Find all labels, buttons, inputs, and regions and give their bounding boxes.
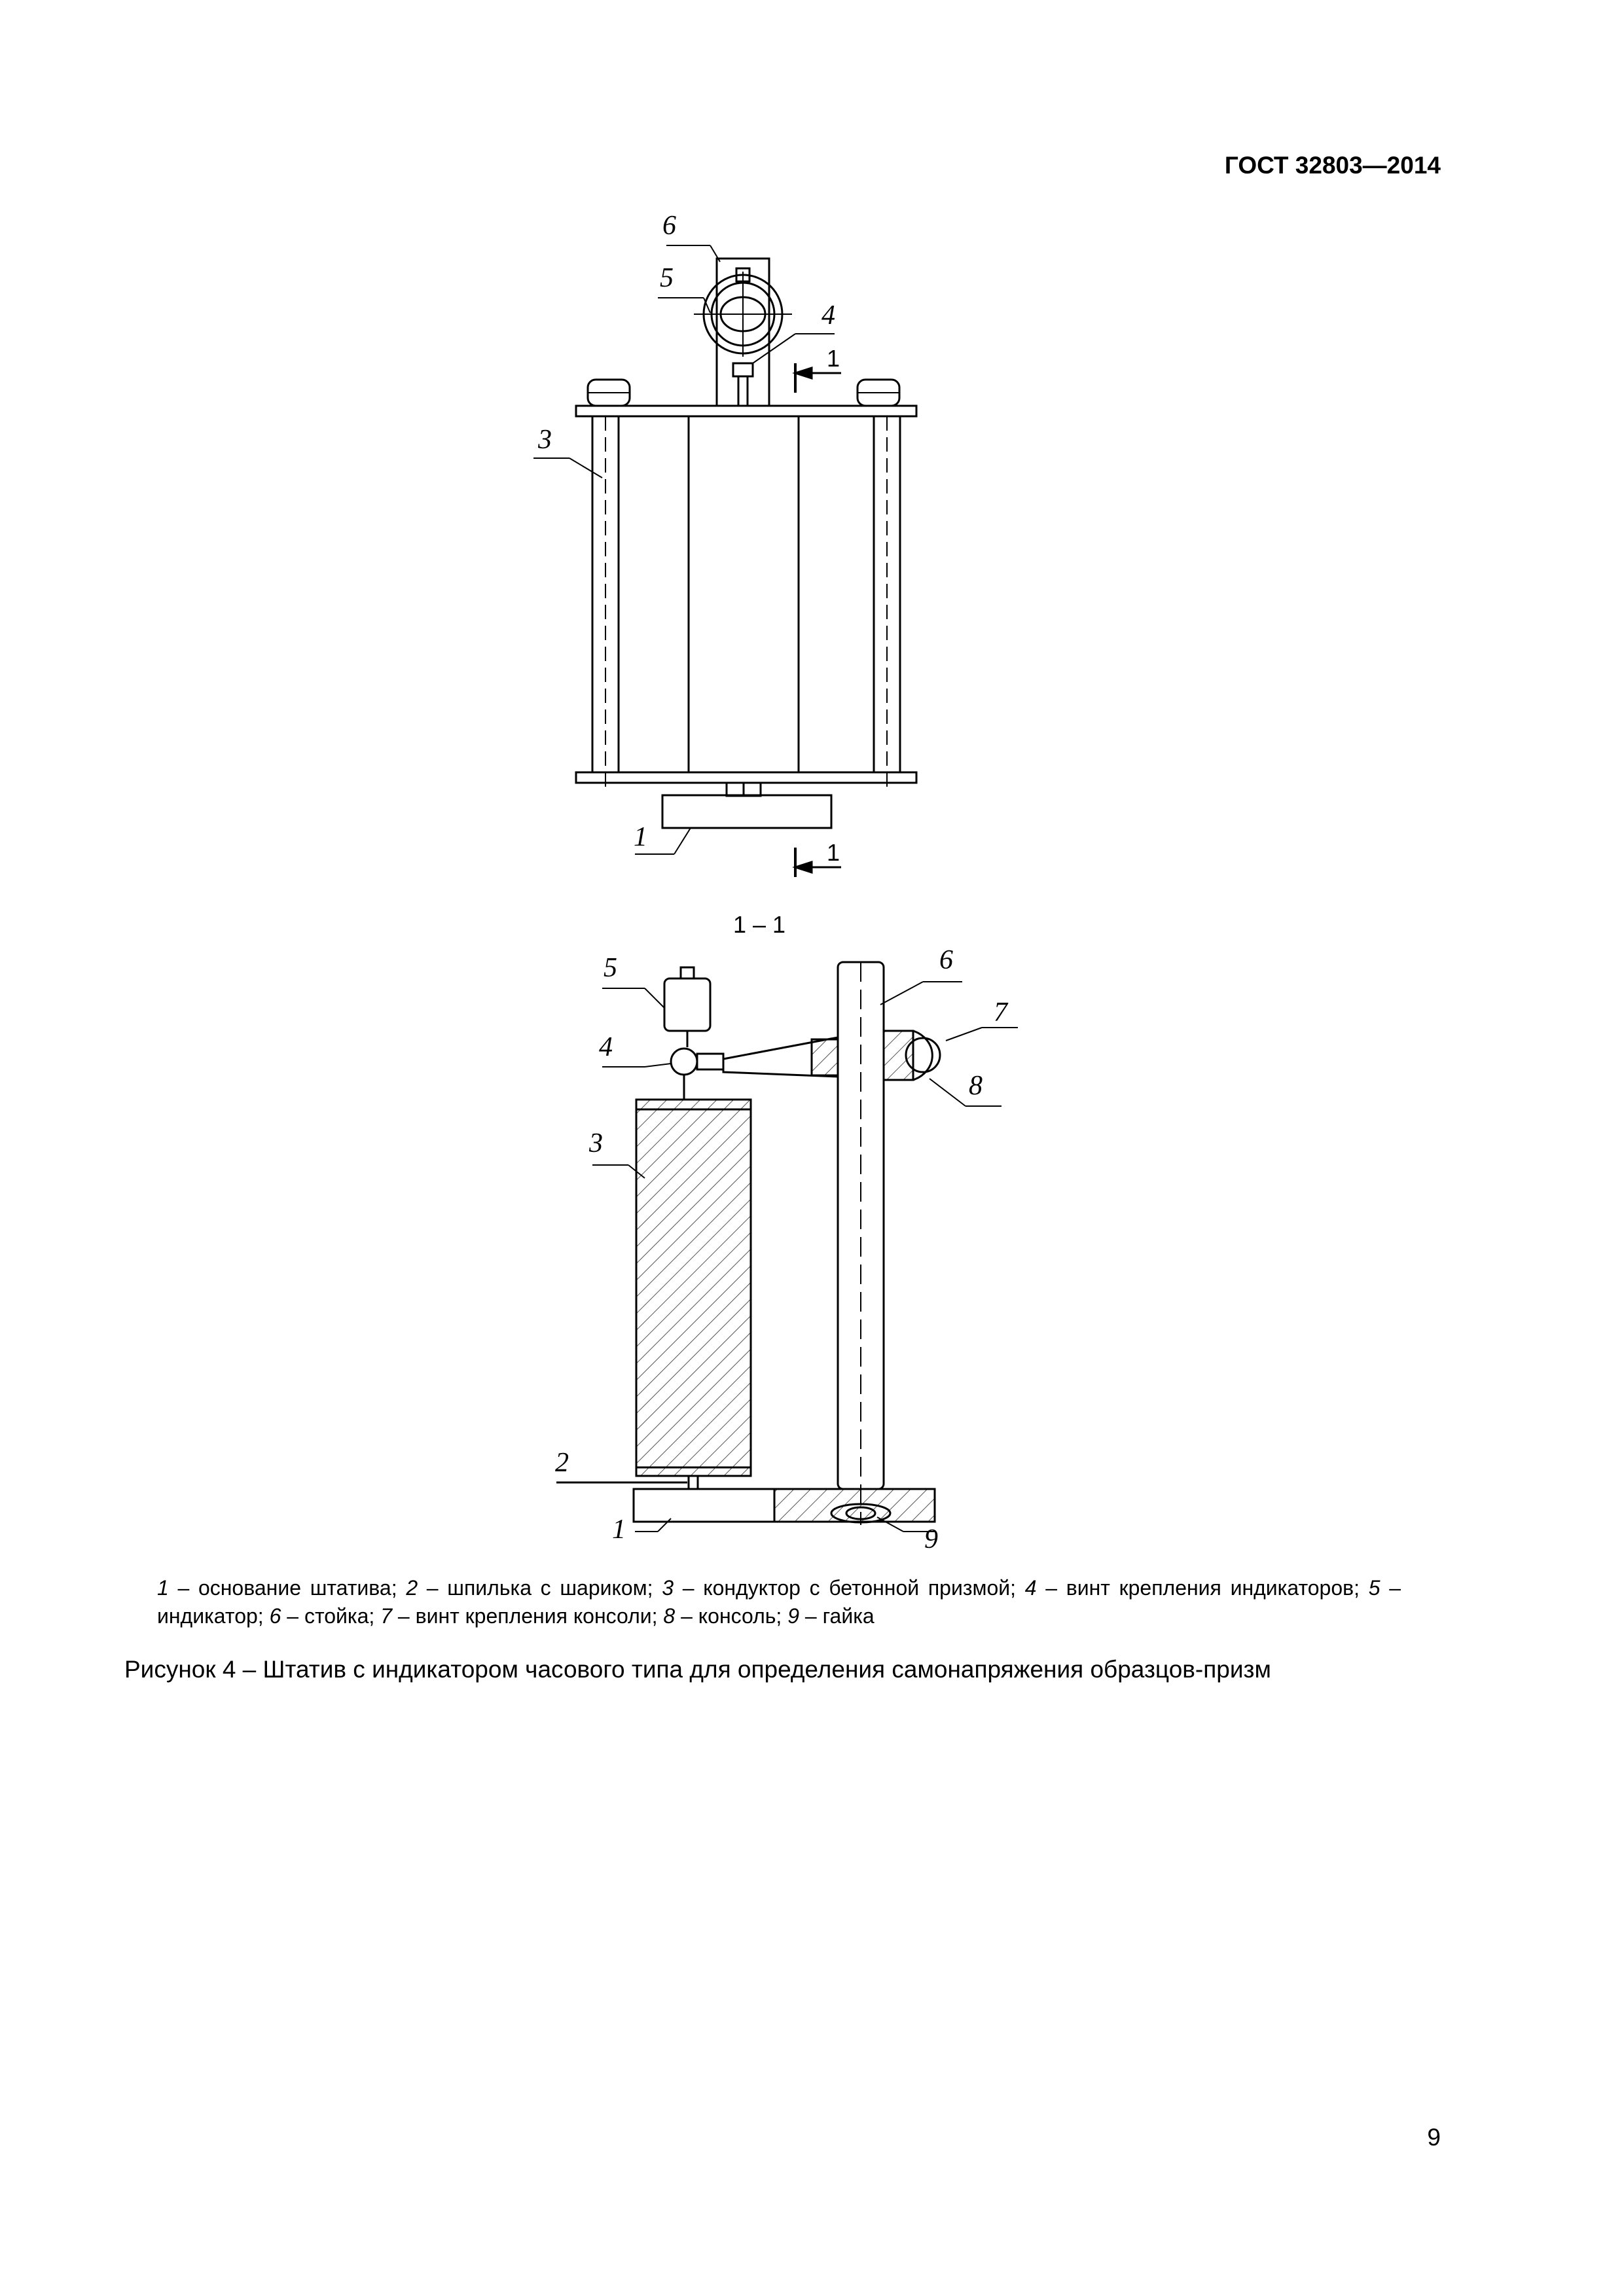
top-view-top-bar <box>576 406 916 416</box>
side-label-1: 1 <box>612 1515 626 1545</box>
top-view <box>533 245 916 877</box>
legend-num: 3 <box>662 1576 674 1600</box>
section-title: 1 – 1 <box>733 911 786 938</box>
legend-num: 6 <box>269 1604 281 1628</box>
legend-num: 5 <box>1368 1576 1380 1600</box>
side-view-base <box>634 1489 774 1522</box>
top-label-5: 5 <box>660 263 674 293</box>
legend-num: 4 <box>1024 1576 1037 1600</box>
side-label-2: 2 <box>555 1448 569 1478</box>
legend-text: – винт крепления консоли; <box>391 1604 664 1628</box>
document-code: ГОСТ 32803—2014 <box>1224 152 1441 179</box>
legend-text: – консоль; <box>675 1604 788 1628</box>
legend-num: 2 <box>406 1576 418 1600</box>
side-view <box>556 962 1018 1532</box>
top-label-4: 4 <box>821 300 835 331</box>
top-label-6: 6 <box>662 211 676 241</box>
legend-num: 7 <box>380 1604 392 1628</box>
side-label-5: 5 <box>604 953 617 983</box>
side-label-6: 6 <box>939 945 953 975</box>
section-mark-bottom: 1 <box>827 839 840 866</box>
top-view-screw <box>733 363 753 376</box>
figure-caption: Рисунок 4 – Штатив с индикатором часового типа для определения самонапряжения образцов-призм <box>124 1656 1271 1683</box>
side-view-screw-4 <box>671 1049 697 1075</box>
legend-num: 9 <box>787 1604 799 1628</box>
legend-text: – гайка <box>799 1604 875 1628</box>
side-label-8: 8 <box>969 1071 983 1101</box>
top-view-base <box>662 795 831 828</box>
legend-text: – кондуктор с бетонной призмой; <box>674 1576 1025 1600</box>
legend-text: – винт крепления индикаторов; <box>1036 1576 1369 1600</box>
page-number: 9 <box>1427 2124 1441 2151</box>
legend-text: – шпилька с шариком; <box>418 1576 662 1600</box>
legend-text: – индикатор; <box>157 1576 1401 1628</box>
legend-text: – стойка; <box>281 1604 381 1628</box>
top-label-3: 3 <box>538 425 552 455</box>
side-view-labels <box>555 945 1009 1554</box>
side-label-7: 7 <box>994 997 1007 1028</box>
side-label-3: 3 <box>589 1128 603 1158</box>
legend-text: – основание штатива; <box>168 1576 406 1600</box>
top-label-1: 1 <box>634 822 647 852</box>
side-view-indicator <box>664 978 710 1031</box>
side-label-4: 4 <box>599 1032 613 1062</box>
side-view-prism <box>636 1100 751 1476</box>
top-view-bottom-bar <box>576 772 916 783</box>
legend-num: 1 <box>157 1576 169 1600</box>
section-mark-top: 1 <box>827 345 840 372</box>
legend-num: 8 <box>663 1604 676 1628</box>
side-label-9: 9 <box>924 1524 938 1554</box>
figure-legend <box>157 1574 1401 1630</box>
